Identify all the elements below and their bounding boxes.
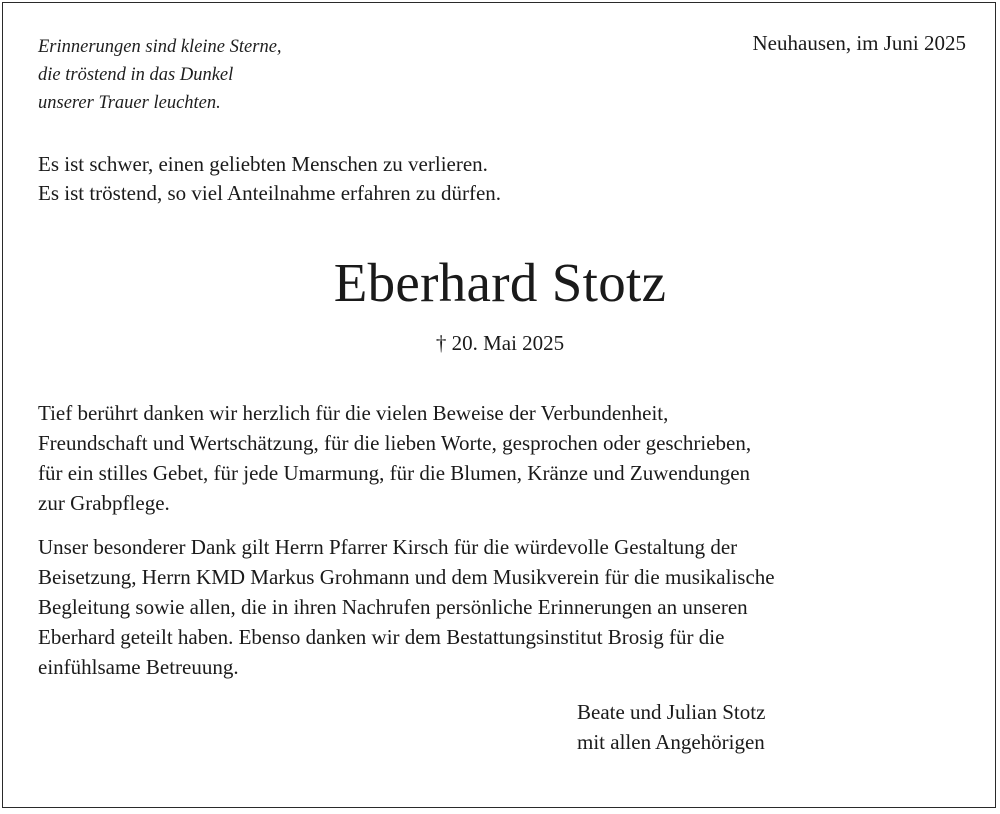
motto-line: unserer Trauer leuchten. — [38, 93, 221, 113]
text-line: Beisetzung, Herrn KMD Markus Grohmann und dem Musikverein für die musikalische — [38, 565, 775, 589]
signature-line: mit allen Angehörigen — [577, 730, 765, 754]
text-line: Tief berührt danken wir herzlich für die vielen Beweise der Verbundenheit, — [38, 401, 669, 425]
intro-text — [38, 150, 501, 208]
deceased-name: Eberhard Stotz — [333, 252, 667, 313]
motto-line: Erinnerungen sind kleine Sterne, — [38, 37, 282, 57]
signature-line: Beate und Julian Stotz — [577, 700, 766, 724]
intro-line: Es ist tröstend, so viel Anteilnahme erfahren zu dürfen. — [38, 181, 502, 205]
text-line: Unser besonderer Dank gilt Herrn Pfarrer Kirsch für die würdevolle Gestaltung der — [38, 535, 738, 559]
text-line: zur Grabpflege. — [38, 491, 170, 515]
text-line: Freundschaft und Wertschätzung, für die lieben Worte, gesprochen oder geschrieben, — [38, 431, 752, 455]
intro-line: Es ist schwer, einen geliebten Menschen zu verlieren. — [38, 152, 488, 176]
death-date: † 20. Mai 2025 — [435, 331, 565, 355]
thanks-paragraph-1 — [38, 398, 751, 518]
text-line: für ein stilles Gebet, für jede Umarmung, für die Blumen, Kränze und Zuwendungen — [38, 461, 751, 485]
motto-quote — [38, 33, 282, 117]
place-date: Neuhausen, im Juni 2025 — [752, 31, 966, 55]
text-line: Eberhard geteilt haben. Ebenso danken wir dem Bestattungsinstitut Brosig für die — [38, 625, 725, 649]
text-line: einfühlsame Betreuung. — [38, 655, 239, 679]
text-line: Begleitung sowie allen, die in ihren Nachrufen persönliche Erinnerungen an unseren — [38, 595, 748, 619]
motto-line: die tröstend in das Dunkel — [38, 65, 234, 85]
thanks-paragraph-2 — [38, 532, 775, 682]
signature-block — [577, 697, 765, 757]
